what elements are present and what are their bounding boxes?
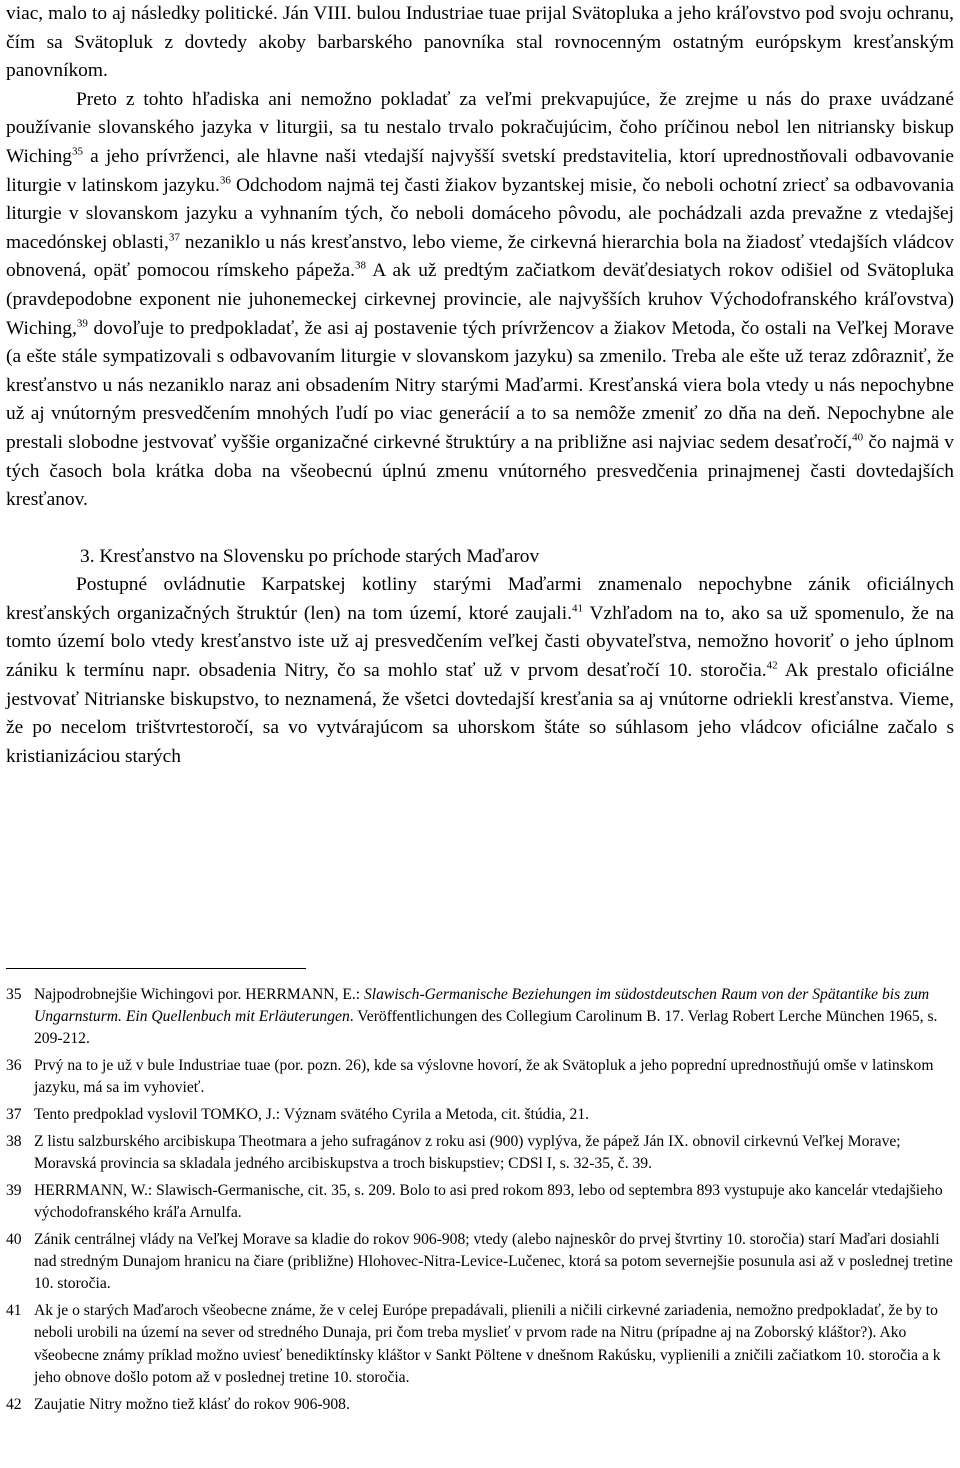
text-run: Vzhľadom na to, ako sa už spomenulo, že na tomto území bolo vtedy kresťanstvo iste už aj presvedčením veľkej časti obyvateľstva, nemožno hovoriť o jeho úplnom zániku k termínu napr. obsadenia Nitry, čo sa mohlo stať už v prvom desaťročí 10. storočia. (6, 602, 955, 682)
footnote-text (34, 1055, 954, 1099)
paragraph (6, 86, 954, 515)
text-run: viac, malo to aj následky politické. Ján VIII. bulou Industriae tuae prijal Svätopluka a jeho kráľovstvo pod svoju ochranu, čím sa Svätopluk z dovtedy akoby barbarského panovníka stal rovnocenným ostatným európskym kresťanským panovníkom. (6, 3, 954, 82)
footnote (6, 1394, 954, 1416)
footnote-text (34, 1300, 954, 1389)
text-run: Zánik centrálnej vlády na Veľkej Morave sa kladie do rokov 906-908; vtedy (alebo najneskôr do prvej štvrtiny 10. storočia) starí Maďari dosiahli nad stredným Dunajom hranicu na čiare (približne) Hlohovec-Nitra-Levice-Lučenec, ktorá sa potom severnejšie posunula asi až v poslednej tretine 10. storočia. (34, 1231, 953, 1293)
footnote-reference: 39 (76, 317, 88, 330)
text-run: dovoľuje to predpokladať, že asi aj postavenie tých prívržencov a žiakov Metoda, čo ostali na Veľkej Morave (a ešte stále sympatizovali s odbavovaním liturgie v slovanskom jazyku) sa zmenilo. Treba ale ešte už teraz zdôrazniť, že kresťanstvo u nás nezaniklo naraz ani obsadením Nitry starými Maďarmi. Kresťanská viera bola vtedy u nás nepochybne už aj vnútorným presvedčením mnohých ľudí po viac generácií a to sa nemôže zmeniť zo dňa na deň. Nepochybne ale prestali slobodne jestvovať vyššie organizačné cirkevné štruktúry a na približne asi najviac sedem desaťročí, (6, 317, 954, 453)
footnote-reference: 36 (219, 174, 231, 187)
footnotes (6, 984, 954, 1420)
text-run: Ak je o starých Maďaroch všeobecne známe, že v celej Európe prepadávali, plienili a ničili cirkevné zariadenia, nemožno predpokladať, že by to neboli urobili na území na sever od stredného Dunaja, pri čom treba myslieť v prvom rade na Nitru (prípadne aj na Zoborský kláštor?). Ako všeobecne známy príklad možno uviesť benediktínsky kláštor v Sankt Pöltene v dnešnom Rakúsku, vyplienili a zničili začiatkom 10. storočia a k jeho obnove došlo potom až v poslednej tretine 10. storočia. (34, 1302, 941, 1386)
text-run: Prvý na to je už v bule Industriae tuae (por. pozn. 26), kde sa výslovne hovorí, že ak Svätopluk a jeho poprední uprednostňujú omše v latinskom jazyku, má sa im vyhovieť. (34, 1057, 934, 1097)
section-heading: 3. Kresťanstvo na Slovensku po príchode starých Maďarov (80, 545, 540, 567)
text-run: Zaujatie Nitry možno tiež klásť do rokov 906-908. (34, 1395, 350, 1413)
footnote-text (34, 1180, 954, 1224)
text-run: A ak už predtým začiatkom deväťdesiatych rokov odišiel od Svätopluka (pravdepodobne exponent nie juhonemeckej cirkevnej provincie, ale najvyšších kruhov Východofranského kráľovstva) Wiching, (6, 260, 954, 339)
footnote-number: 36 (6, 1057, 22, 1075)
footnote (6, 1131, 954, 1175)
text-run: nezaniklo u nás kresťanstvo, lebo vieme, že cirkevná hierarchia bola na žiadosť vtedajších vládcov obnovená, opäť pomocou rímskeho pápeža. (6, 231, 955, 282)
footnote-text (34, 1229, 954, 1296)
footnote-number: 37 (6, 1106, 22, 1124)
footnote-number: 39 (6, 1182, 22, 1199)
footnote (6, 1055, 954, 1099)
footnote-reference: 35 (72, 145, 83, 158)
footnote-text (34, 984, 954, 1051)
text-run: Najpodrobnejšie Wichingovi por. HERRMANN, E.: (34, 986, 364, 1003)
text-run: Ak prestalo oficiálne jestvovať Nitrianske biskupstvo, to neznamená, že všetci dovtedajší kresťania sa aj vnútorne odriekli kresťanstva. Vieme, že po necelom trištvrtestoročí, sa vo vytvárajúcom sa uhorskom štáte so súhlasom jeho vládcov oficiálne začalo s kristianizáciou starých (6, 660, 954, 767)
footnote-text (34, 1104, 954, 1126)
paragraph (6, 571, 954, 771)
text-run: Z listu salzburského arcibiskupa Theotmara a jeho sufragánov z roku asi (900) vyplýva, že pápež Ján IX. obnovil cirkevnú Veľkej Morave; Moravská provincia sa skladala jedného arcibiskupstva a troch biskupstiev; CDSl I, s. 32-35, č. 39. (34, 1133, 901, 1173)
footnote-number: 35 (6, 986, 22, 1003)
main-text (6, 0, 954, 771)
text-run: Tento predpoklad vyslovil TOMKO, J.: Význam svätého Cyrila a Metoda, cit. štúdia, 21. (34, 1106, 590, 1124)
footnote-separator (6, 968, 306, 969)
footnote-reference: 37 (168, 231, 180, 244)
footnote-number: 41 (6, 1302, 22, 1320)
text-run: čo najmä v tých časoch bola krátka doba na všeobecnú úplnú zmenu vnútorného presvedčenia prinajmenej časti dovtedajších kresťanov. (6, 431, 955, 511)
footnote-number: 38 (6, 1133, 22, 1150)
footnote-text (34, 1131, 954, 1175)
footnote (6, 1300, 954, 1389)
italic-text: Slawisch-Germanische Beziehungen im südostdeutschen Raum von der Spätantike bis zum Ungarnsturm. Ein Quellenbuch mit Erläuterungen (34, 986, 930, 1026)
text-run: Postupné ovládnutie Karpatskej kotliny starými Maďarmi znamenalo nepochybne zánik oficiálnych kresťanských organizačných štruktúr (len) na tom území, ktoré zaujali. (6, 574, 954, 624)
footnote (6, 1180, 954, 1224)
footnote (6, 1229, 954, 1296)
footnote-reference: 38 (354, 259, 366, 272)
text-run: Preto z tohto hľadiska ani nemožno pokladať za veľmi prekvapujúce, že zrejme u nás do praxe uvádzané používanie slovanského jazyka v liturgii, sa tu nestalo trvalo pokračujúcim, čoho príčinou nebol len nitriansky biskup Wiching (6, 88, 954, 167)
footnote-reference: 40 (852, 431, 864, 444)
footnote (6, 984, 954, 1051)
text-run: . Veröffentlichungen des Collegium Carolinum B. 17. Verlag Robert Lerche München 1965, s. 209-212. (34, 1008, 938, 1048)
footnote-number: 40 (6, 1231, 22, 1248)
footnote-reference: 42 (766, 659, 778, 672)
footnote-text (34, 1394, 954, 1416)
text-run: HERRMANN, W.: Slawisch-Germanische, cit. 35, s. 209. Bolo to asi pred rokom 893, lebo od septembra 893 vystupuje ako kancelár vtedajšieho východofranského kráľa Arnulfa. (34, 1182, 943, 1222)
footnote-reference: 41 (571, 602, 583, 615)
footnote (6, 1104, 954, 1126)
text-run: Odchodom najmä tej časti žiakov byzantskej misie, čo neboli ochotní zriecť sa odbavovania liturgie v slovanskom jazyku a vyhnaním tých, čo neboli domáceho pôvodu, ale pochádzali azda prevažne z vtedajšej macedónskej oblasti, (6, 174, 954, 253)
paragraph (6, 0, 954, 86)
text-run: a jeho prívrženci, ale hlavne naši vtedajší najvyšší svetskí predstavitelia, ktorí uprednostňovali odbavovanie liturgie v latinskom jazyku. (6, 145, 954, 196)
footnote-number: 42 (6, 1395, 22, 1413)
